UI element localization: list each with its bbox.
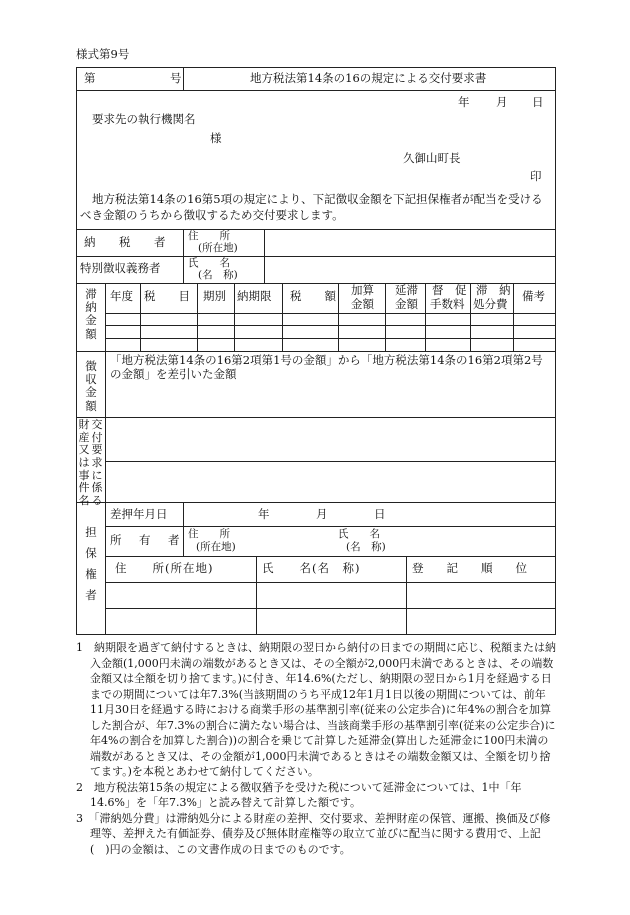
- col-tax-item: 税 目: [144, 289, 190, 303]
- owner-name-sublabel: (名 称): [346, 541, 386, 553]
- property-side-label-1: 財 産 又 は 事 件 名: [78, 418, 90, 507]
- number-suffix: 号: [170, 71, 182, 85]
- owner-label: 所 有 者: [110, 533, 183, 547]
- taxpayer-name-sublabel: (名 称): [198, 269, 238, 281]
- col-disposition: 滞 納: [476, 283, 511, 297]
- recipient-honorific: 様: [210, 131, 222, 145]
- col-disposition-cost: 処分費: [473, 297, 508, 311]
- col-period: 期別: [203, 289, 226, 303]
- collection-amount-text: 「地方税法第14条の16第2項第1号の金額」から「地方税法第14条の16第2項第2号の金額」を差引いた金額: [110, 353, 543, 381]
- col-due-date: 納期限: [237, 289, 272, 303]
- property-side-label-2: 交 付 要 求 に 係 る: [91, 418, 103, 507]
- seizure-month: 月: [316, 507, 328, 521]
- number-prefix: 第: [84, 71, 96, 85]
- taxpayer-address-sublabel: (所在地): [198, 242, 238, 254]
- arrears-side-label: 滞 納 金 額: [85, 287, 97, 341]
- special-collector-label: 特別徴収義務者: [80, 261, 161, 275]
- col-additional: 加算: [351, 283, 374, 297]
- intro-text: 地方税法第14条の16第5項の規定により、下記徴収金額を下記担保権者が配当を受けるべき金額のうちから徴収するため交付要求します。: [80, 192, 543, 222]
- note-2: 2 地方税法第15条の規定による徴収猶予を受けた税について延滞金については、1中「年14.6%」を「年7.3%」と読み替えて計算した額です。: [76, 780, 522, 809]
- seizure-day: 日: [374, 507, 386, 521]
- col-holder-name: 氏 名(名 称): [262, 561, 361, 575]
- owner-address-sublabel: (所在地): [196, 541, 236, 553]
- document-title: 地方税法第14条の16の規定による交付要求書: [250, 71, 487, 85]
- date-year: 年: [458, 95, 470, 109]
- notes: [76, 640, 556, 857]
- col-demand: 督 促: [432, 283, 467, 297]
- taxpayer-label: 納 税 者: [84, 235, 172, 249]
- form-number: 様式第9号: [76, 47, 130, 61]
- note-1: 1 納期限を過ぎて納付するときは、納期限の翌日から納付の日までの期間に応じ、税額または納入金額(1,000円未満の端数があるとき又は、その全額が2,000円未満であるときは、その端数金額又は全額を切り捨てます。)に付き、年14.6%(ただし、納期限の翌日から1月を経過する日までの期間については年7.3%(当該期間のうち平成12年1月1日以後の期間については、前年11月30日を経過する時における商業手形の基準割引率(従来の公定歩合)に年4%の割合を加算した割合が、年7.3%の割合に満たない場合は、当該商業手形の基準割引率(従来の公定歩合)に年4%の割合を加算した割合))の割合を乗じて計算した延滞金(算出した延滞金に100円未満の端数があるとき又は、その金額が1,000円未満であるときはその端数金額又は、全額を切り捨てます。)を本税とあわせて納付してください。: [76, 641, 556, 778]
- col-demand-fee: 手数料: [430, 297, 465, 311]
- date-day: 日: [532, 95, 544, 109]
- collection-side-label: 徴 収 金 額: [85, 359, 97, 413]
- col-additional-amount: 金額: [351, 297, 374, 311]
- security-holder-side-label: 担 保 権 者: [85, 525, 97, 602]
- col-remarks: 備考: [522, 289, 545, 303]
- taxpayer-address-label: 住 所: [188, 230, 230, 242]
- owner-name-label: 氏 名: [338, 528, 380, 540]
- taxpayer-name-label: 氏 名: [188, 257, 230, 269]
- note-3: 3 「滞納処分費」は滞納処分による財産の差押、交付要求、差押財産の保管、運搬、換価及び修理等、差押えた有価証券、債券及び無体財産権等の取立て並びに配当に関する費用で、上記( )円の金額は、この文書作成の日までのものです。: [76, 811, 551, 856]
- col-registration-rank: 登 記 順 位: [412, 561, 527, 575]
- col-late-fee-amount: 金額: [395, 297, 418, 311]
- owner-address-label: 住 所: [188, 528, 230, 540]
- col-tax-amount: 税 額: [290, 289, 336, 303]
- seal-mark: 印: [530, 169, 542, 183]
- date-month: 月: [496, 95, 508, 109]
- col-fiscal-year: 年度: [110, 289, 133, 303]
- seizure-year: 年: [258, 507, 270, 521]
- seizure-date-label: 差押年月日: [110, 507, 168, 521]
- sender-name: 久御山町長: [403, 151, 461, 165]
- col-holder-address: 住 所(所在地): [115, 561, 214, 575]
- recipient-label: 要求先の執行機関名: [92, 112, 196, 126]
- col-late-fee: 延滞: [395, 283, 418, 297]
